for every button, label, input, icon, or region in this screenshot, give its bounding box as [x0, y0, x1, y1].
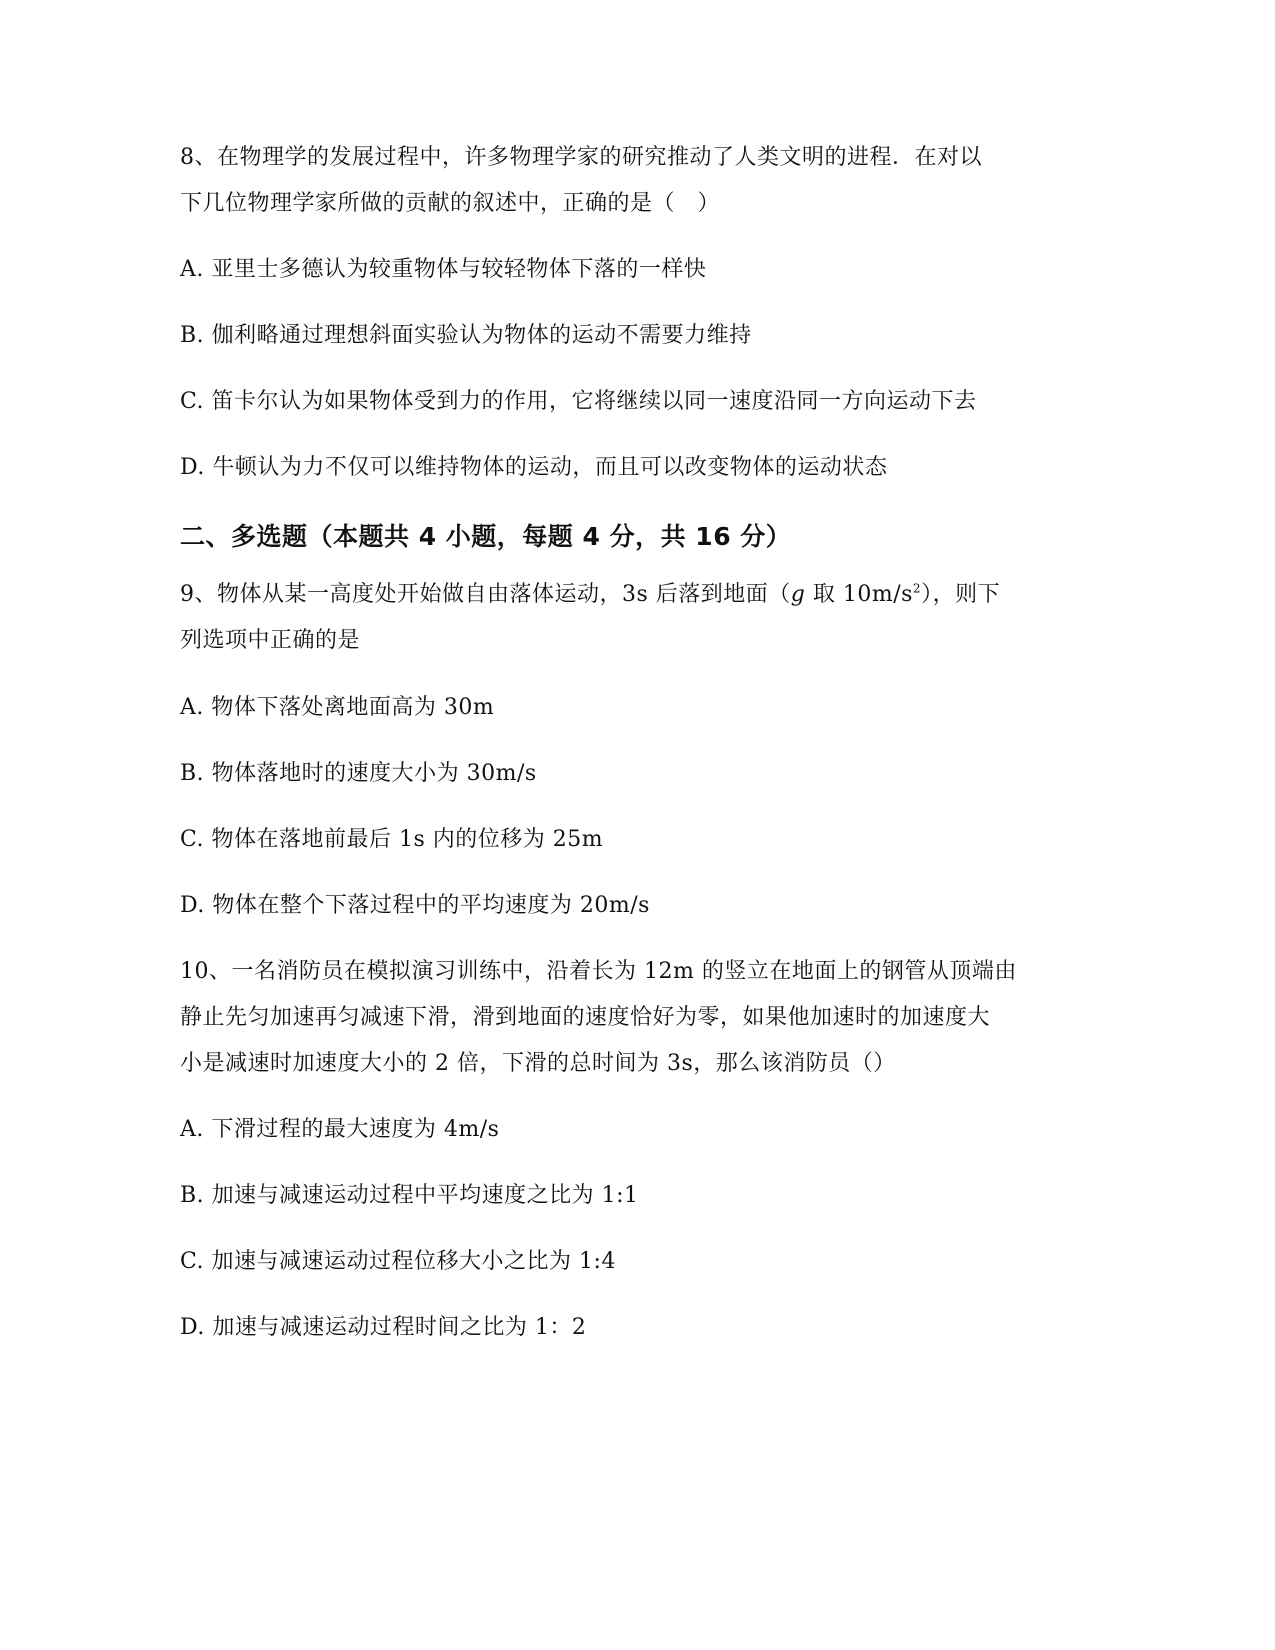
q10-option-d: D. 加速与减速运动过程时间之比为 1：2: [180, 1315, 587, 1340]
q8-stem-line1: 8、在物理学的发展过程中，许多物理学家的研究推动了人类文明的进程．在对以: [180, 145, 982, 170]
section-heading-multiple-choice: 二、多选题（本题共 4 小题，每题 4 分，共 16 分）: [180, 522, 792, 551]
q10-stem-line1: 10、一名消防员在模拟演习训练中，沿着长为 12m 的竖立在地面上的钢管从顶端由: [180, 959, 1017, 984]
q9-stem-line1: [180, 580, 1000, 610]
q8-option-d: D. 牛顿认为力不仅可以维持物体的运动，而且可以改变物体的运动状态: [180, 455, 888, 480]
q9-option-a: A. 物体下落处离地面高为 30m: [180, 695, 495, 720]
q9-stem-text-a: 9、物体从某一高度处开始做自由落体运动，3s 后落到地面（: [180, 582, 791, 607]
q8-option-c: C. 笛卡尔认为如果物体受到力的作用，它将继续以同一速度沿同一方向运动下去: [180, 389, 977, 414]
q8-stem-line2: 下几位物理学家所做的贡献的叙述中，正确的是（ ）: [180, 191, 721, 216]
q9-option-b: B. 物体落地时的速度大小为 30m/s: [180, 761, 537, 786]
q9-stem-text-b: 取 10m/s: [805, 582, 913, 607]
q10-option-b: B. 加速与减速运动过程中平均速度之比为 1:1: [180, 1183, 639, 1208]
q9-option-d: D. 物体在整个下落过程中的平均速度为 20m/s: [180, 893, 650, 918]
q8-option-b: B. 伽利略通过理想斜面实验认为物体的运动不需要力维持: [180, 323, 752, 348]
q9-gravity-symbol: g: [790, 582, 806, 607]
q9-exponent: 2: [912, 581, 922, 596]
q9-stem-line2: 列选项中正确的是: [180, 628, 361, 653]
q10-stem-line2: 静止先匀加速再匀减速下滑，滑到地面的速度恰好为零，如果他加速时的加速度大: [180, 1005, 991, 1030]
q10-option-a: A. 下滑过程的最大速度为 4m/s: [180, 1117, 500, 1142]
q10-option-c: C. 加速与减速运动过程位移大小之比为 1:4: [180, 1249, 616, 1274]
q10-stem-line3: 小是减速时加速度大小的 2 倍，下滑的总时间为 3s，那么该消防员（）: [180, 1051, 896, 1076]
q9-option-c: C. 物体在落地前最后 1s 内的位移为 25m: [180, 827, 604, 852]
q9-stem-text-c: ），则下: [921, 582, 1001, 607]
q8-option-a: A. 亚里士多德认为较重物体与较轻物体下落的一样快: [180, 257, 707, 282]
